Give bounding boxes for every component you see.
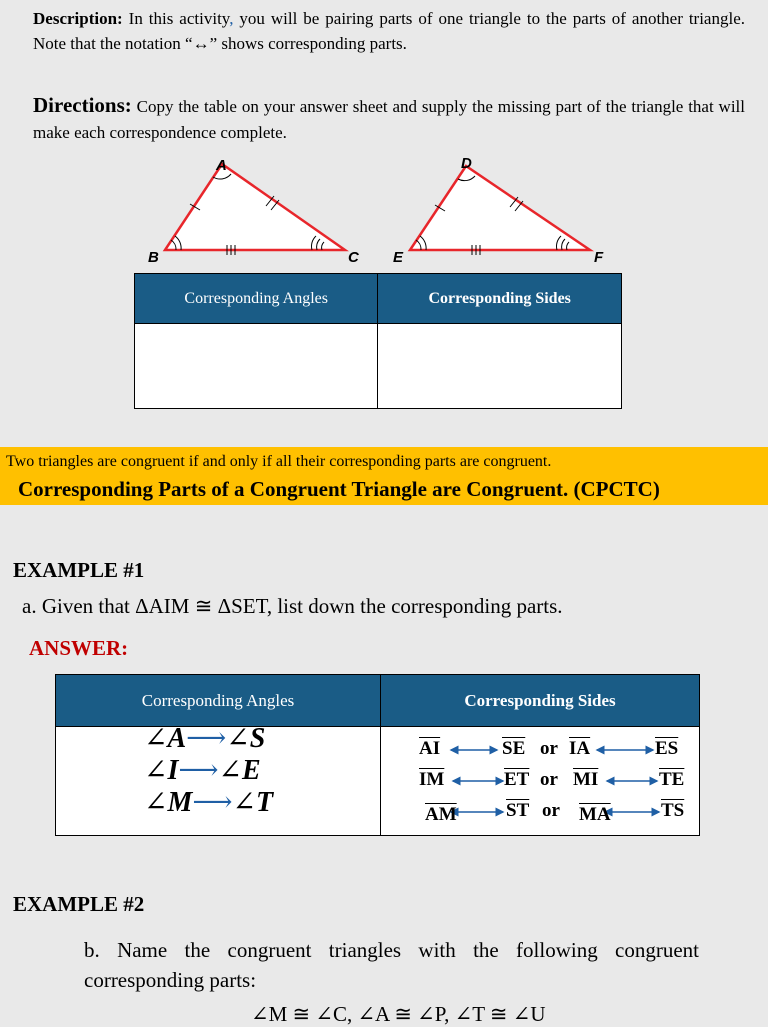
side-mi: $\overline{MI}$: [573, 769, 599, 790]
side-te: $\overline{TE}$: [659, 769, 685, 790]
table2-header-sides: Corresponding Sides: [381, 675, 700, 727]
example1-question: a. Given that ΔAIM ≅ ΔSET, list down the corresponding parts.: [22, 594, 563, 618]
side-am: $\overline{AM}$: [425, 804, 457, 825]
side-st: $\overline{ST}$: [506, 800, 530, 821]
example1-answer-table: [55, 674, 700, 836]
side-ia: $\overline{IA}$: [569, 738, 591, 759]
vertex-e: E: [393, 249, 404, 266]
vertex-d: D: [461, 155, 472, 172]
banner-cpctc: Corresponding Parts of a Congruent Triangle are Congruent. (CPCTC): [18, 477, 660, 501]
example1-heading: EXAMPLE #1: [13, 558, 145, 582]
angle-pair-1: ∠A⟶∠S: [144, 723, 266, 754]
directions-label: Directions:: [33, 93, 132, 117]
side-et: $\overline{ET}$: [504, 769, 530, 790]
table1-header-sides: Corresponding Sides: [378, 274, 622, 324]
description-paragraph: [33, 6, 745, 56]
description-text-a: In this activity: [122, 9, 230, 28]
or-word-2: or: [540, 769, 558, 790]
example2-question: b. Name the congruent triangles with the following congruent corresponding parts:: [84, 938, 699, 992]
example2-parts: ∠M ≅ ∠C, ∠A ≅ ∠P, ∠T ≅ ∠U: [251, 1002, 546, 1026]
directions-text: Copy the table on your answer sheet and supply the missing part of the triangle that will make each correspondence complete.: [33, 97, 745, 142]
example2-heading: EXAMPLE #2: [13, 892, 145, 916]
side-ai: $\overline{AI}$: [419, 738, 441, 759]
vertex-a: A: [216, 157, 227, 174]
triangle-abc: [148, 157, 360, 266]
angle-pair-3: ∠M⟶∠T: [144, 787, 274, 818]
banner-definition: Two triangles are congruent if and only if all their corresponding parts are congruent.: [6, 453, 552, 470]
cpctc-banner: [0, 447, 768, 505]
or-word-3: or: [542, 800, 560, 821]
table1-header-angles: Corresponding Angles: [135, 274, 378, 324]
vertex-b: B: [148, 249, 159, 266]
description-label: Description:: [33, 9, 123, 28]
table1-cell-sides: [378, 324, 622, 409]
side-se: $\overline{SE}$: [502, 738, 526, 759]
table1-cell-angles: [135, 324, 378, 409]
side-ma: $\overline{MA}$: [579, 804, 611, 825]
side-es: $\overline{ES}$: [655, 738, 679, 759]
answer-table: [134, 273, 622, 409]
description-comma: ,: [229, 9, 234, 28]
side-im: $\overline{IM}$: [419, 769, 445, 790]
side-ts: $\overline{TS}$: [661, 800, 685, 821]
answer-label: ANSWER:: [29, 636, 129, 660]
triangles-figure: [0, 150, 768, 270]
triangle-def: [393, 155, 604, 266]
table2-cell-sides: [381, 727, 700, 836]
directions-paragraph: [33, 92, 745, 146]
or-word-1: or: [540, 738, 558, 759]
table2-header-angles: Corresponding Angles: [56, 675, 381, 727]
angle-pair-2: ∠I⟶∠E: [144, 755, 261, 786]
description-text-b: you will be pairing parts of one triangle to the parts of another triangle. Note that the notation “↔” shows corresponding parts.: [33, 9, 745, 53]
table2-cell-angles: [56, 723, 381, 836]
vertex-f: F: [594, 249, 604, 266]
vertex-c: C: [348, 249, 359, 266]
